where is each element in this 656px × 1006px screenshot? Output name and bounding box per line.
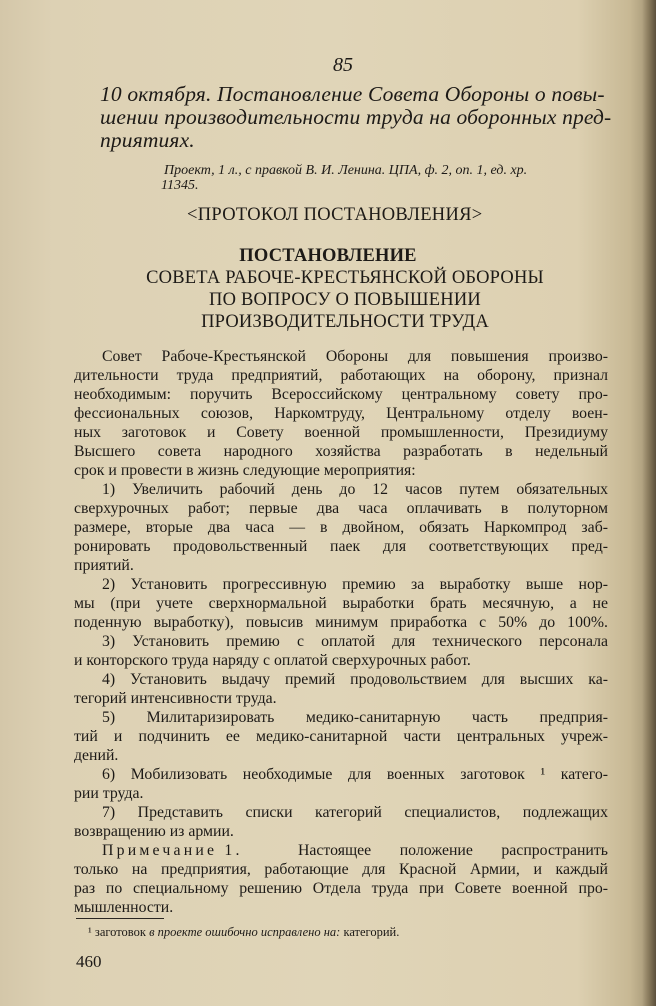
body-line-8: 1) Увеличить рабочий день до 12 часов путем обязательных <box>102 481 608 498</box>
decree-title-line-3: ПРОИЗВОДИТЕЛЬНОСТИ ТРУДА <box>201 312 489 332</box>
body-line-23: 6) Мобилизовать необходимые для военных заготовок ¹ катего- <box>102 766 608 783</box>
body-line-22: дений. <box>74 747 119 764</box>
top-page-number: 85 <box>333 54 353 76</box>
body-line-6: Высшего совета народного хозяйства разработать в недельный <box>74 443 608 460</box>
decree-title-line-1: СОВЕТА РАБОЧЕ-КРЕСТЬЯНСКОЙ ОБОРОНЫ <box>146 268 544 288</box>
body-line-21: тий и подчинить ее медико-санитарной части центральных учреж- <box>74 728 608 745</box>
body-line-25: 7) Представить списки категорий специалистов, подлежащих <box>102 804 608 821</box>
body-line-29: раз по специальному решению Отдела труда при Совете военной про- <box>74 880 608 897</box>
body-line-12: приятий. <box>74 557 134 574</box>
body-line-4: фессиональных союзов, Наркомтруду, Центральному отделу воен- <box>74 405 608 422</box>
bottom-page-number: 460 <box>76 952 102 971</box>
body-line-18: 4) Установить выдачу премий продовольствием для высших ка- <box>102 671 608 688</box>
body-line-20: 5) Милитаризировать медико-санитарную часть предприя- <box>102 709 608 726</box>
body-line-11: ронировать продовольственный паек для соответствующих пред- <box>74 538 608 555</box>
heading-line-3: приятиях. <box>100 128 195 152</box>
body-line-1: Совет Рабоче-Крестьянской Обороны для повышения произво- <box>102 348 608 365</box>
decree-title-line-2: ПО ВОПРОСУ О ПОВЫШЕНИИ <box>209 290 481 310</box>
body-line-7: срок и провести в жизнь следующие мероприятия: <box>74 462 416 479</box>
body-line-30: мышленности. <box>74 899 174 916</box>
body-line-13: 2) Установить прогрессивную премию за выработку выше нор- <box>102 576 608 593</box>
body-line-28: только на предприятия, работающие для Красной Армии, и каждый <box>74 861 608 878</box>
protocol-title: <ПРОТОКОЛ ПОСТАНОВЛЕНИЯ> <box>187 205 483 225</box>
body-line-10: размере, вторые два часа — в двойном, обязать Наркомпрод заб- <box>74 519 608 536</box>
body-line-19: тегорий интенсивности труда. <box>74 690 277 707</box>
footnote-word: заготовок <box>94 925 146 939</box>
body-line-27: Настоящее положение распространить <box>298 842 608 859</box>
footnote-separator <box>76 918 164 919</box>
footnote-italic: в проекте ошибочно исправлено на: <box>149 925 341 939</box>
decree-title: ПОСТАНОВЛЕНИЕ <box>239 246 417 266</box>
note-label: Примечание 1. <box>102 842 243 859</box>
footnote-marker: ¹ <box>88 925 92 939</box>
source-line-2: 11345. <box>161 178 199 193</box>
body-line-26: возвращению из армии. <box>74 823 234 840</box>
heading-line-1: 10 октября. Постановление Совета Обороны о повы- <box>100 82 605 106</box>
source-line-1: Проект, 1 л., с правкой В. И. Ленина. ЦПА, ф. 2, оп. 1, ед. хр. <box>164 163 528 178</box>
heading-line-2: шении производительности труда на оборонных пред- <box>100 105 612 129</box>
body-line-3: необходимым: поручить Всероссийскому центральному совету про- <box>74 386 608 403</box>
footnote <box>88 925 399 940</box>
footnote-replacement: категорий. <box>343 925 400 939</box>
body-line-24: рии труда. <box>74 785 144 802</box>
body-line-9: сверхурочных работ; первые два часа оплачивать в полуторном <box>74 500 608 517</box>
body-line-14: мы (при учете сверхнормальной выработки брать месячную, а не <box>74 595 608 612</box>
body-line-2: дительности труда предприятий, работающих на оборону, признал <box>74 367 608 384</box>
page-edge-shadow <box>642 0 656 1006</box>
body-line-17: и конторского труда наряду с оплатой сверхурочных работ. <box>74 652 471 669</box>
body-line-15: поденную выработку), повысив минимум приработка с 50% до 100%. <box>74 614 608 631</box>
body-line-16: 3) Установить премию с оплатой для технического персонала <box>102 633 608 650</box>
body-line-5: ных заготовок и Совету военной промышленности, Президиуму <box>74 424 608 441</box>
